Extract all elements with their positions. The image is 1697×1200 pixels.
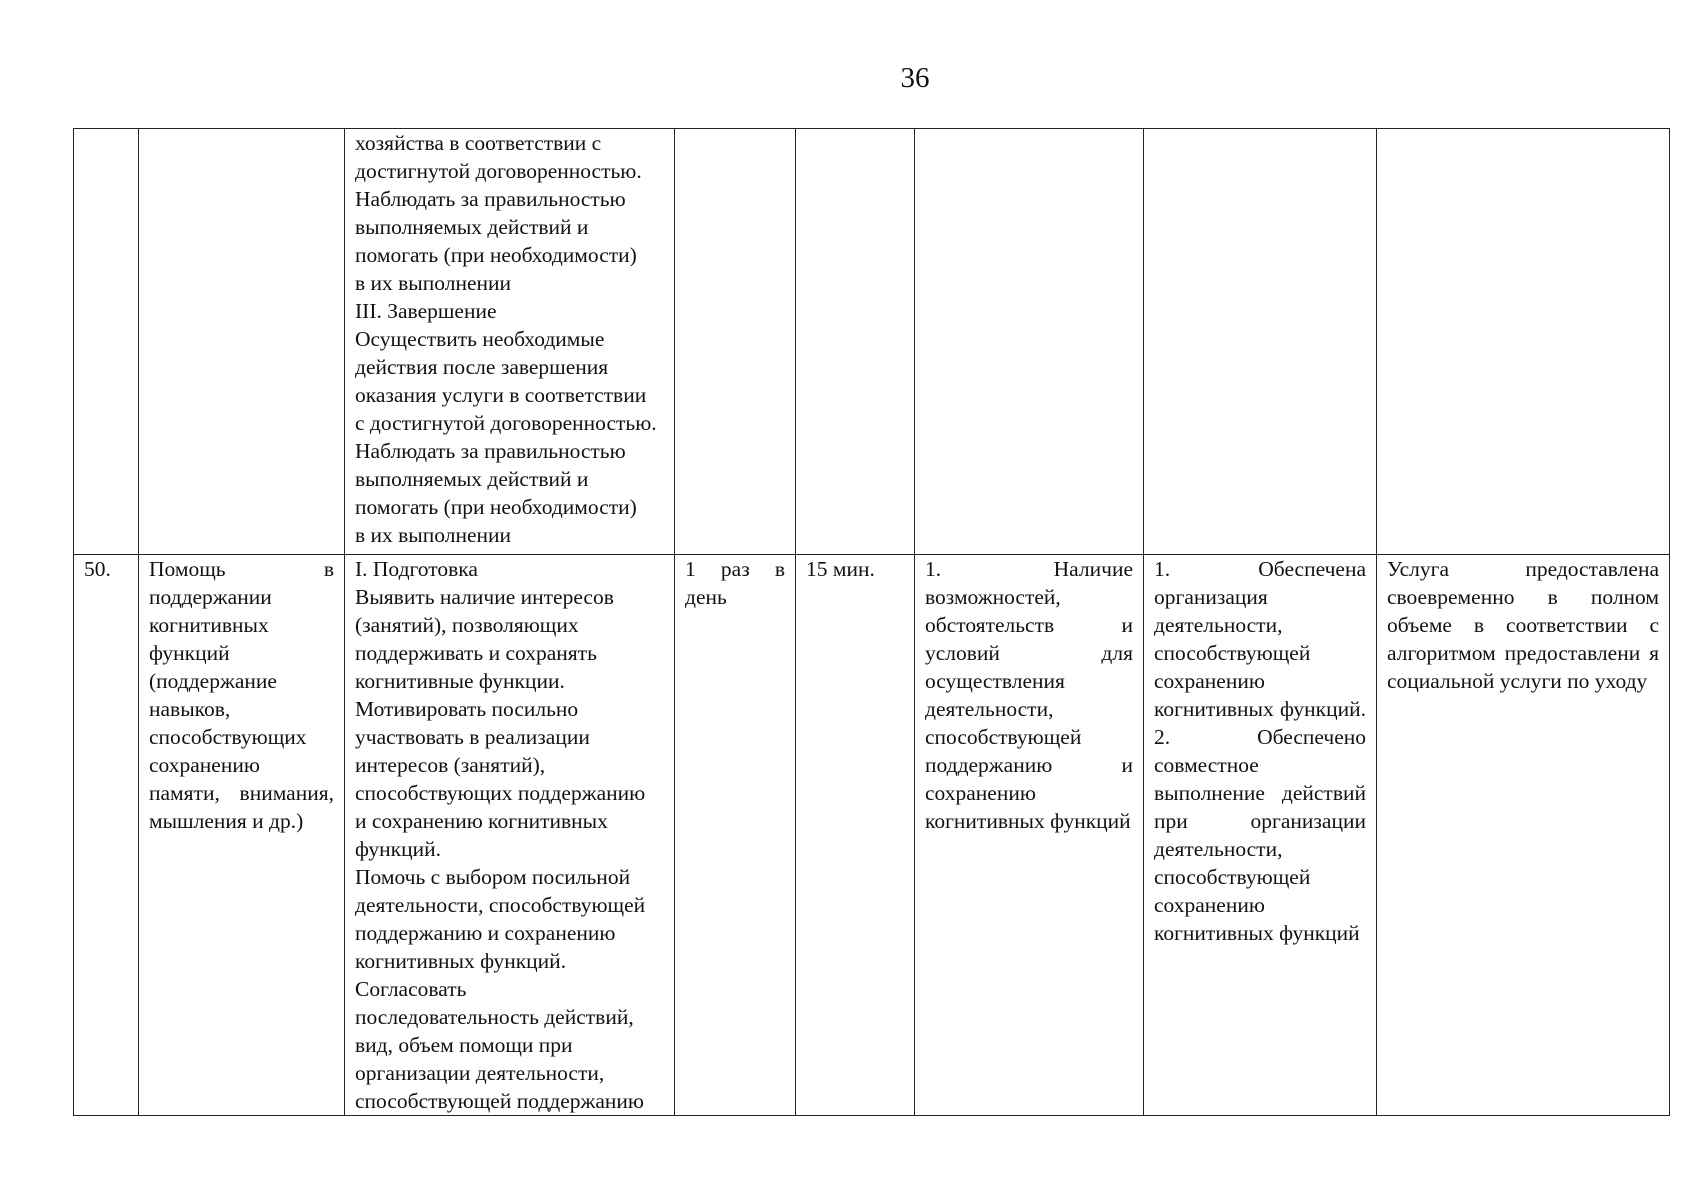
procedure-line: I. Подготовка <box>355 557 478 581</box>
procedure-line: и сохранению когнитивных <box>355 809 608 833</box>
procedure-line: когнитивных функций. <box>355 949 567 973</box>
row-number: 50. <box>74 555 139 1116</box>
frequency: 1 раз в день <box>675 555 796 1116</box>
procedure-line: хозяйства в соответствии с <box>355 131 602 155</box>
procedure-line: выполняемых действий и <box>355 215 589 239</box>
procedure-line: Мотивировать посильно <box>355 697 579 721</box>
procedure-line: Наблюдать за правильностью <box>355 187 626 211</box>
procedure-line: вид, объем помощи при <box>355 1033 573 1057</box>
procedure-line: способствующей поддержанию <box>355 1089 644 1113</box>
number-cell <box>74 129 139 555</box>
procedure-line: помогать (при необходимости) <box>355 495 637 519</box>
procedure-line: с достигнутой договоренностью. <box>355 411 657 435</box>
procedure-line: Выявить наличие интересов <box>355 585 614 609</box>
procedure-line: Наблюдать за правильностью <box>355 439 626 463</box>
procedure-line: организации деятельности, <box>355 1061 605 1085</box>
procedure-line: в их выполнении <box>355 523 512 547</box>
quality-criteria: Услуга предоставлена своевременно в полном объеме в соответствии с алгоритмом предоставлени я социальной услуги по уходу <box>1377 555 1670 1116</box>
procedure-line: когнитивные функции. <box>355 669 565 693</box>
procedure-line: поддерживать и сохранять <box>355 641 597 665</box>
table-row-continuation <box>74 129 1670 555</box>
procedure-cell <box>345 129 675 555</box>
procedure-line: последовательность действий, <box>355 1005 634 1029</box>
procedure-lines-continuation <box>355 129 664 549</box>
procedure-line: способствующих поддержанию <box>355 781 646 805</box>
procedure-line: участвовать в реализации <box>355 725 590 749</box>
procedure-line: достигнутой договоренностью. <box>355 159 642 183</box>
procedure-line: (занятий), позволяющих <box>355 613 579 637</box>
service-name-cell <box>139 129 345 555</box>
service-name: Помощь в поддержании когнитивных функций (поддержание навыков, способствующих сохранению памяти, внимания, мышления и др.) <box>139 555 345 1116</box>
results-cell <box>1144 129 1377 555</box>
procedure-line: Помочь с выбором посильной <box>355 865 631 889</box>
procedure-line: помогать (при необходимости) <box>355 243 637 267</box>
procedure-line: действия после завершения <box>355 355 609 379</box>
procedure-line: в их выполнении <box>355 271 512 295</box>
page-number: 36 <box>900 62 930 94</box>
procedure-line: Согласовать <box>355 977 467 1001</box>
table-row-50 <box>74 555 1670 1116</box>
conditions-cell <box>915 129 1144 555</box>
services-table <box>73 128 1670 1116</box>
duration: 15 мин. <box>796 555 915 1116</box>
procedure-cell-50 <box>345 555 675 1116</box>
procedure-line: функций. <box>355 837 441 861</box>
procedure-lines-50 <box>355 555 664 1115</box>
procedure-line: интересов (занятий), <box>355 753 546 777</box>
procedure-line: оказания услуги в соответствии <box>355 383 647 407</box>
quality-cell <box>1377 129 1670 555</box>
conditions: 1. Наличие возможностей, обстоятельств и условий для осуществления деятельности, способствующей поддержанию и сохранению когнитивных функций <box>915 555 1144 1116</box>
procedure-line: Осуществить необходимые <box>355 327 605 351</box>
procedure-line: поддержанию и сохранению <box>355 921 616 945</box>
frequency-cell <box>675 129 796 555</box>
duration-cell <box>796 129 915 555</box>
procedure-line: выполняемых действий и <box>355 467 589 491</box>
results: 1. Обеспечена организация деятельности, способствующей сохранению когнитивных функций. 2. Обеспечено совместное выполнение действий при организации деятельности, способствующей сохранению когнитивных функций <box>1144 555 1377 1116</box>
procedure-line: деятельности, способствующей <box>355 893 646 917</box>
procedure-line: III. Завершение <box>355 299 497 323</box>
